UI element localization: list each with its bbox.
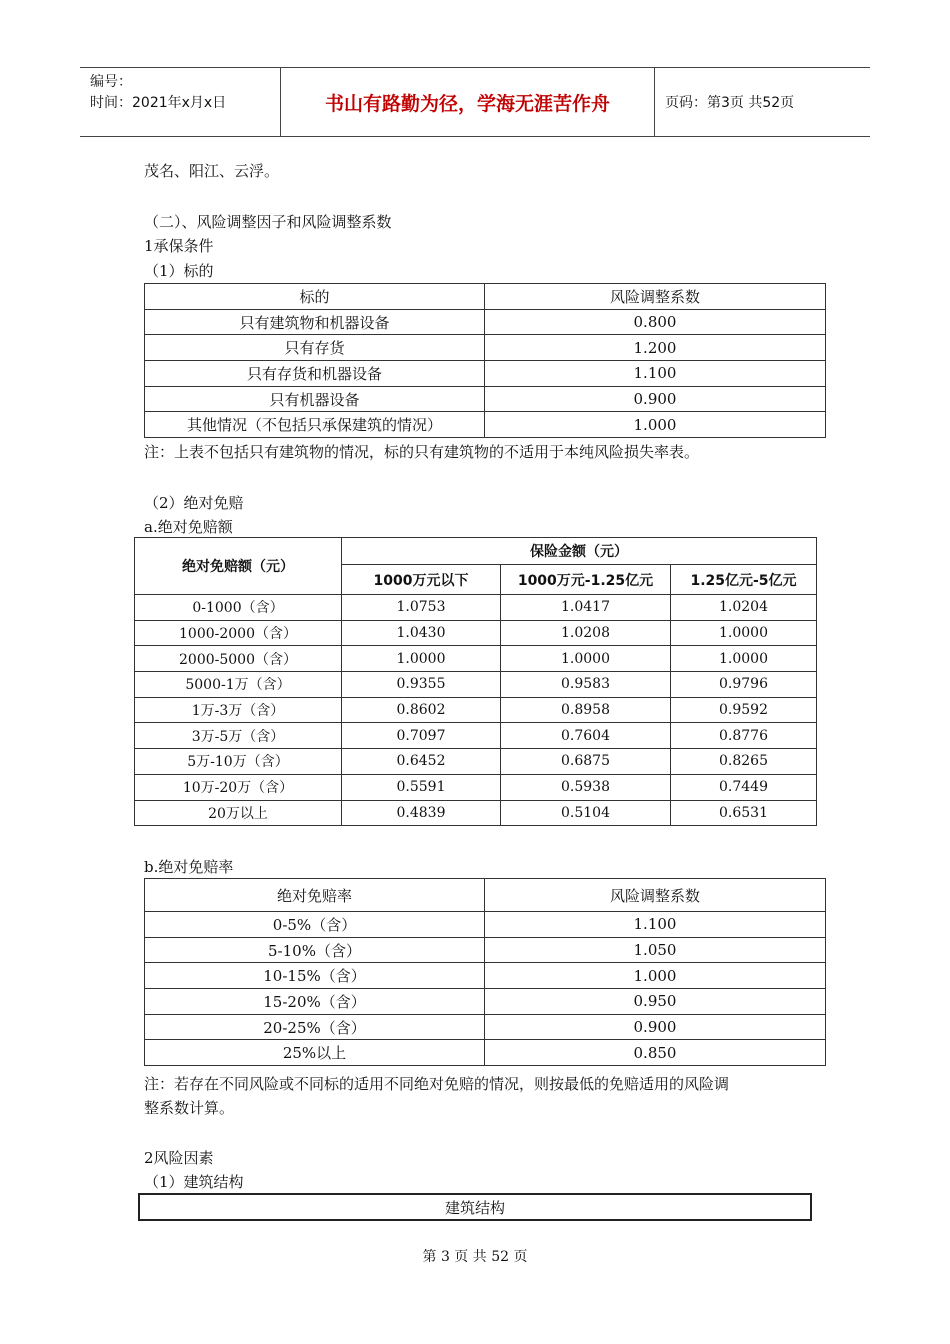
table-row	[135, 749, 817, 775]
table-cell: 5-10%（含）	[145, 937, 485, 963]
table-cell: 1.0753	[342, 595, 501, 621]
table-cell: 0.6531	[671, 800, 817, 826]
table-row	[145, 412, 826, 438]
table-row	[145, 989, 826, 1015]
column-header: 绝对免赔率	[145, 879, 485, 912]
section-title: （二）、风险调整因子和风险调整系数	[144, 213, 392, 231]
table-cell: 0.6875	[501, 749, 671, 775]
table-cell: 0-5%（含）	[145, 912, 485, 938]
table-row	[145, 335, 826, 361]
subheading-deductible: （2）绝对免赔	[144, 494, 244, 512]
column-header: 1000万元以下	[342, 565, 501, 595]
table-cell: 1.000	[485, 963, 826, 989]
table-cell: 0.8265	[671, 749, 817, 775]
table-cell: 只有机器设备	[145, 386, 485, 412]
table-cell: 0-1000（含）	[135, 595, 342, 621]
header-page-label: 页码：第3页 共52页	[665, 95, 795, 111]
column-header: 标的	[145, 284, 485, 310]
table-cell: 1.050	[485, 937, 826, 963]
subheading-risk-factors: 2风险因素	[144, 1149, 214, 1167]
table-cell: 5000-1万（含）	[135, 672, 342, 698]
page-header	[80, 67, 870, 137]
table-cell: 0.7449	[671, 774, 817, 800]
subheading-deductible-rate: b.绝对免赔率	[144, 858, 234, 876]
deductible-amount-table	[134, 537, 817, 826]
table-cell: 1.0430	[342, 620, 501, 646]
table-cell: 0.7604	[501, 723, 671, 749]
table-cell: 1.0000	[671, 646, 817, 672]
table-cell: 5万-10万（含）	[135, 749, 342, 775]
column-header: 1000万元-1.25亿元	[501, 565, 671, 595]
table-cell: 0.8776	[671, 723, 817, 749]
table-cell: 0.4839	[342, 800, 501, 826]
table-cell: 0.900	[485, 1014, 826, 1040]
table-header-row	[135, 538, 817, 565]
table-cell: 20-25%（含）	[145, 1014, 485, 1040]
table-cell: 0.7097	[342, 723, 501, 749]
table-row	[135, 774, 817, 800]
table-cell: 1.100	[485, 361, 826, 387]
table-cell: 0.5591	[342, 774, 501, 800]
table-header-row	[145, 879, 826, 912]
table-cell: 0.8602	[342, 697, 501, 723]
table-cell: 10万-20万（含）	[135, 774, 342, 800]
table-cell: 0.9355	[342, 672, 501, 698]
table-cell: 0.5104	[501, 800, 671, 826]
table-row	[145, 912, 826, 938]
table-row	[135, 800, 817, 826]
table-cell: 1.100	[485, 912, 826, 938]
table-cell: 0.900	[485, 386, 826, 412]
table-cell: 1万-3万（含）	[135, 697, 342, 723]
table-cell: 0.9796	[671, 672, 817, 698]
table-cell: 1000-2000（含）	[135, 620, 342, 646]
table-row	[145, 963, 826, 989]
table-cell: 0.5938	[501, 774, 671, 800]
table-cell: 1.0000	[671, 620, 817, 646]
table-cell: 1.200	[485, 335, 826, 361]
table-row	[145, 386, 826, 412]
table-row	[135, 723, 817, 749]
column-header: 建筑结构	[139, 1194, 811, 1220]
table-header-row	[145, 284, 826, 310]
table-cell: 0.950	[485, 989, 826, 1015]
table-cell: 0.9583	[501, 672, 671, 698]
table-cell: 10-15%（含）	[145, 963, 485, 989]
header-motto: 书山有路勤为径，学海无涯苦作舟	[281, 68, 655, 136]
table-cell: 15-20%（含）	[145, 989, 485, 1015]
table-cell: 0.800	[485, 309, 826, 335]
subheading-building-structure: （1）建筑结构	[144, 1173, 244, 1191]
header-info	[80, 68, 281, 136]
table-cell: 1.0208	[501, 620, 671, 646]
note-deductible-line1: 注：若存在不同风险或不同标的适用不同绝对免赔的情况，则按最低的免赔适用的风险调	[144, 1075, 730, 1093]
table-row	[145, 309, 826, 335]
table-cell: 25%以上	[145, 1040, 485, 1066]
building-structure-table	[138, 1193, 812, 1221]
table-cell: 1.000	[485, 412, 826, 438]
subheading-underwriting: 1承保条件	[144, 237, 214, 255]
number-label: 编号：	[90, 74, 132, 90]
subheading-deductible-amount: a.绝对免赔额	[144, 518, 233, 536]
table-cell: 只有存货和机器设备	[145, 361, 485, 387]
intro-line: 茂名、阳江、云浮。	[144, 162, 280, 180]
column-header: 风险调整系数	[485, 879, 826, 912]
table-header-row	[139, 1194, 811, 1220]
table-cell: 0.850	[485, 1040, 826, 1066]
note-subject: 注：上表不包括只有建筑物的情况，标的只有建筑物的不适用于本纯风险损失率表。	[144, 443, 700, 461]
page-footer: 第 3 页 共 52 页	[422, 1249, 528, 1265]
table-row	[145, 937, 826, 963]
group-header: 保险金额（元）	[342, 538, 817, 565]
note-deductible-line2: 整系数计算。	[144, 1099, 235, 1117]
table-cell: 0.9592	[671, 697, 817, 723]
table-cell: 0.8958	[501, 697, 671, 723]
deductible-rate-table	[144, 878, 826, 1066]
table-cell: 只有存货	[145, 335, 485, 361]
table-row	[135, 646, 817, 672]
table-row	[135, 595, 817, 621]
table-cell: 1.0000	[342, 646, 501, 672]
table-cell: 2000-5000（含）	[135, 646, 342, 672]
table-row	[135, 697, 817, 723]
table-cell: 1.0000	[501, 646, 671, 672]
column-header: 1.25亿元-5亿元	[671, 565, 817, 595]
table-row	[135, 620, 817, 646]
table-cell: 1.0204	[671, 595, 817, 621]
row-header: 绝对免赔额（元）	[135, 538, 342, 595]
table-row	[145, 361, 826, 387]
subject-table	[144, 283, 826, 438]
table-cell: 0.6452	[342, 749, 501, 775]
table-cell: 其他情况（不包括只承保建筑的情况）	[145, 412, 485, 438]
table-row	[145, 1014, 826, 1040]
table-cell: 20万以上	[135, 800, 342, 826]
time-label: 时间：2021年x月x日	[90, 95, 227, 111]
table-row	[135, 672, 817, 698]
subheading-subject: （1）标的	[144, 262, 214, 280]
column-header: 风险调整系数	[485, 284, 826, 310]
table-cell: 3万-5万（含）	[135, 723, 342, 749]
table-cell: 1.0417	[501, 595, 671, 621]
table-cell: 只有建筑物和机器设备	[145, 309, 485, 335]
table-row	[145, 1040, 826, 1066]
